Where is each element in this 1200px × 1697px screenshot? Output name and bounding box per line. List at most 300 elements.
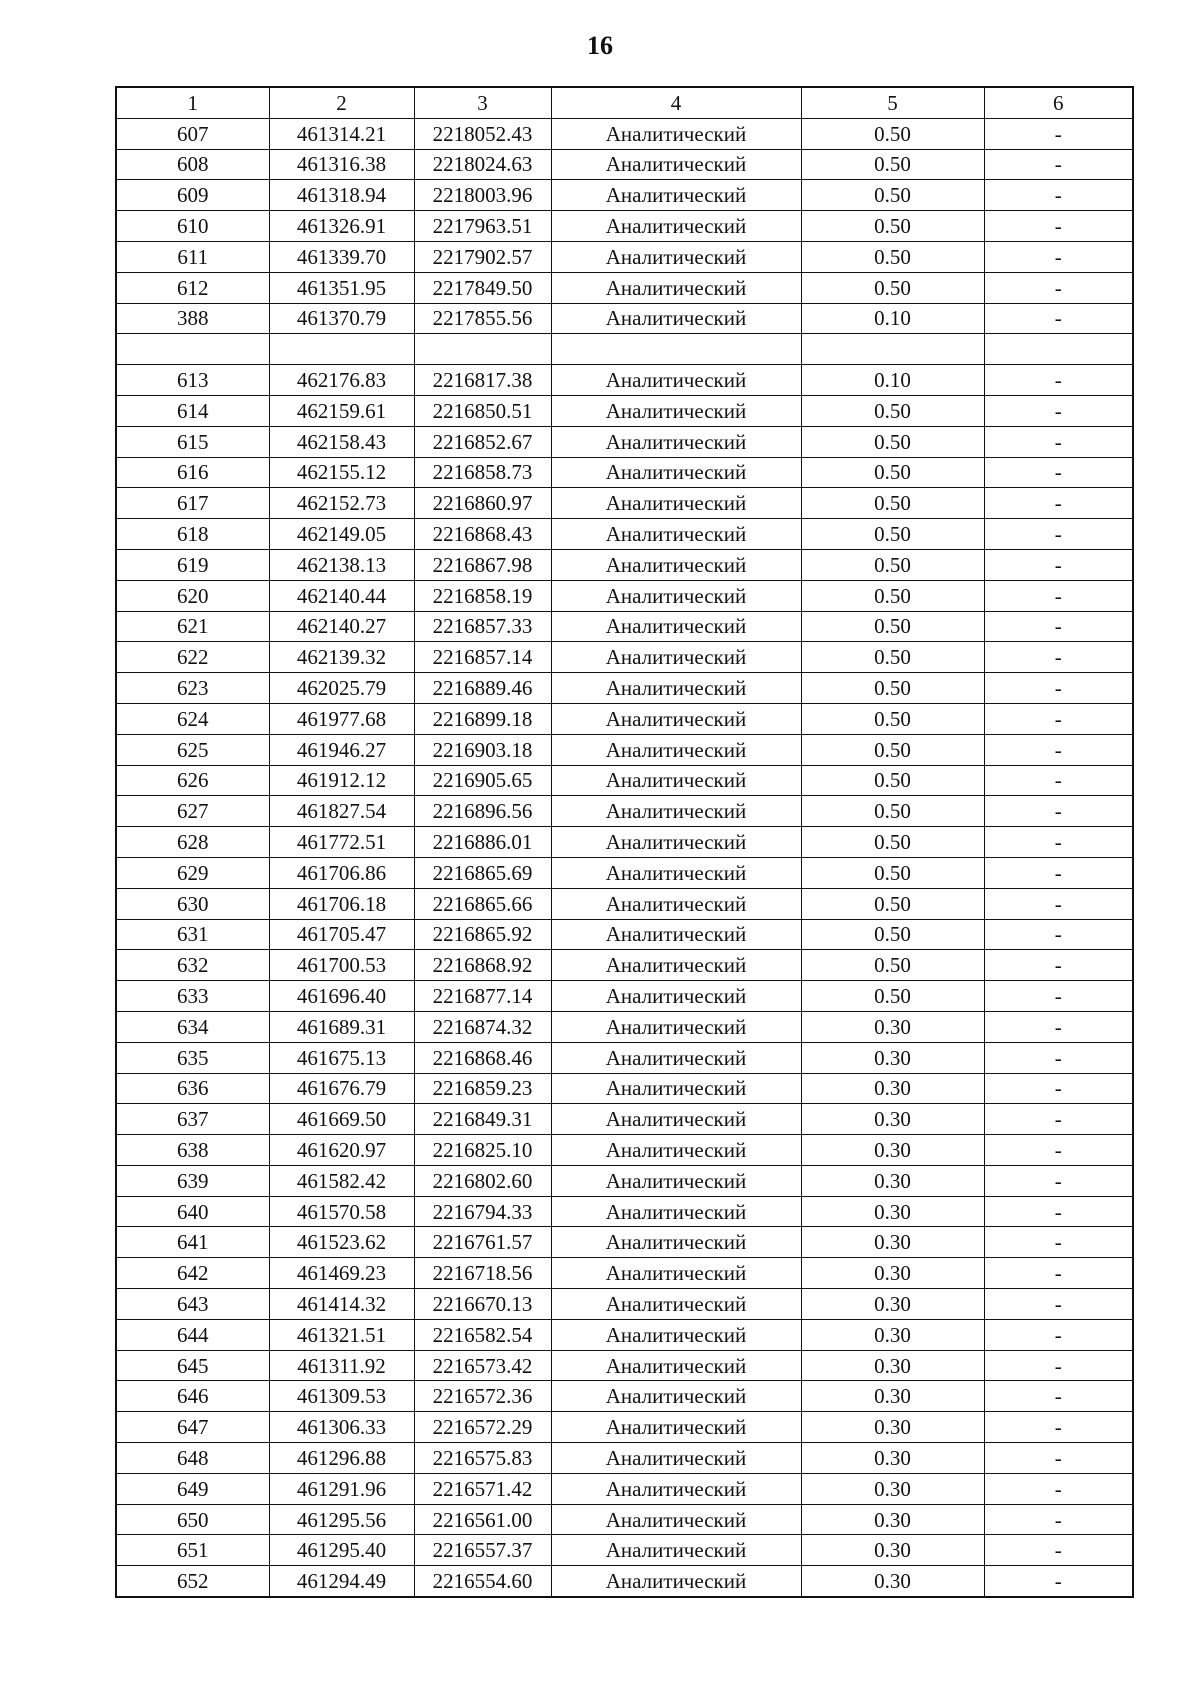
note-cell: - bbox=[984, 118, 1133, 149]
method-cell: Аналитический bbox=[551, 1258, 801, 1289]
note-cell: - bbox=[984, 1381, 1133, 1412]
method-cell: Аналитический bbox=[551, 519, 801, 550]
method-cell: Аналитический bbox=[551, 1196, 801, 1227]
y-coordinate-cell: 2216859.23 bbox=[414, 1073, 551, 1104]
note-cell: - bbox=[984, 241, 1133, 272]
table-row bbox=[116, 1042, 1133, 1073]
y-coordinate-cell: 2216557.37 bbox=[414, 1535, 551, 1566]
note-cell: - bbox=[984, 1566, 1133, 1597]
y-coordinate-cell: 2216582.54 bbox=[414, 1319, 551, 1350]
note-cell: - bbox=[984, 272, 1133, 303]
accuracy-cell bbox=[801, 334, 984, 365]
table-row bbox=[116, 1104, 1133, 1135]
column-header: 6 bbox=[984, 87, 1133, 118]
y-coordinate-cell: 2216865.92 bbox=[414, 919, 551, 950]
column-header: 2 bbox=[269, 87, 414, 118]
table-row bbox=[116, 118, 1133, 149]
note-cell: - bbox=[984, 1258, 1133, 1289]
point-number-cell: 648 bbox=[116, 1443, 269, 1474]
table-row bbox=[116, 1319, 1133, 1350]
table-row bbox=[116, 1566, 1133, 1597]
method-cell: Аналитический bbox=[551, 1165, 801, 1196]
note-cell: - bbox=[984, 919, 1133, 950]
accuracy-cell: 0.50 bbox=[801, 211, 984, 242]
table-row bbox=[116, 334, 1133, 365]
method-cell: Аналитический bbox=[551, 673, 801, 704]
note-cell: - bbox=[984, 734, 1133, 765]
accuracy-cell: 0.30 bbox=[801, 1042, 984, 1073]
table-row bbox=[116, 580, 1133, 611]
method-cell: Аналитический bbox=[551, 1443, 801, 1474]
table-row bbox=[116, 1381, 1133, 1412]
y-coordinate-cell: 2216905.65 bbox=[414, 765, 551, 796]
method-cell: Аналитический bbox=[551, 1350, 801, 1381]
method-cell bbox=[551, 334, 801, 365]
page-number: 16 bbox=[587, 31, 613, 60]
point-number-cell: 632 bbox=[116, 950, 269, 981]
accuracy-cell: 0.30 bbox=[801, 1473, 984, 1504]
x-coordinate-cell: 461675.13 bbox=[269, 1042, 414, 1073]
method-cell: Аналитический bbox=[551, 611, 801, 642]
x-coordinate-cell: 461676.79 bbox=[269, 1073, 414, 1104]
point-number-cell: 620 bbox=[116, 580, 269, 611]
x-coordinate-cell: 461314.21 bbox=[269, 118, 414, 149]
method-cell: Аналитический bbox=[551, 1319, 801, 1350]
point-number-cell: 641 bbox=[116, 1227, 269, 1258]
table-row bbox=[116, 303, 1133, 334]
y-coordinate-cell: 2216850.51 bbox=[414, 395, 551, 426]
x-coordinate-cell bbox=[269, 334, 414, 365]
method-cell: Аналитический bbox=[551, 857, 801, 888]
point-number-cell: 613 bbox=[116, 365, 269, 396]
x-coordinate-cell: 462152.73 bbox=[269, 488, 414, 519]
point-number-cell: 642 bbox=[116, 1258, 269, 1289]
accuracy-cell: 0.30 bbox=[801, 1443, 984, 1474]
note-cell: - bbox=[984, 1104, 1133, 1135]
table-row bbox=[116, 241, 1133, 272]
table-row bbox=[116, 796, 1133, 827]
column-header: 3 bbox=[414, 87, 551, 118]
note-cell: - bbox=[984, 457, 1133, 488]
x-coordinate-cell: 461689.31 bbox=[269, 1011, 414, 1042]
note-cell: - bbox=[984, 981, 1133, 1012]
y-coordinate-cell: 2216865.66 bbox=[414, 888, 551, 919]
y-coordinate-cell: 2216817.38 bbox=[414, 365, 551, 396]
accuracy-cell: 0.50 bbox=[801, 611, 984, 642]
point-number-cell: 631 bbox=[116, 919, 269, 950]
point-number-cell: 388 bbox=[116, 303, 269, 334]
accuracy-cell: 0.50 bbox=[801, 857, 984, 888]
point-number-cell: 607 bbox=[116, 118, 269, 149]
table-row bbox=[116, 488, 1133, 519]
point-number-cell: 622 bbox=[116, 642, 269, 673]
table-row bbox=[116, 549, 1133, 580]
table-body bbox=[116, 87, 1133, 1597]
accuracy-cell: 0.30 bbox=[801, 1381, 984, 1412]
x-coordinate-cell: 461696.40 bbox=[269, 981, 414, 1012]
point-number-cell: 608 bbox=[116, 149, 269, 180]
point-number-cell: 633 bbox=[116, 981, 269, 1012]
y-coordinate-cell: 2216561.00 bbox=[414, 1504, 551, 1535]
table-row bbox=[116, 1443, 1133, 1474]
y-coordinate-cell: 2216896.56 bbox=[414, 796, 551, 827]
x-coordinate-cell: 462155.12 bbox=[269, 457, 414, 488]
accuracy-cell: 0.30 bbox=[801, 1258, 984, 1289]
point-number-cell: 652 bbox=[116, 1566, 269, 1597]
y-coordinate-cell: 2216858.73 bbox=[414, 457, 551, 488]
method-cell: Аналитический bbox=[551, 919, 801, 950]
table-row bbox=[116, 1258, 1133, 1289]
note-cell: - bbox=[984, 149, 1133, 180]
table-row bbox=[116, 211, 1133, 242]
table-row bbox=[116, 1535, 1133, 1566]
method-cell: Аналитический bbox=[551, 642, 801, 673]
point-number-cell: 638 bbox=[116, 1135, 269, 1166]
method-cell: Аналитический bbox=[551, 457, 801, 488]
point-number-cell: 619 bbox=[116, 549, 269, 580]
note-cell: - bbox=[984, 1289, 1133, 1320]
point-number-cell: 612 bbox=[116, 272, 269, 303]
table-row bbox=[116, 673, 1133, 704]
x-coordinate-cell: 461946.27 bbox=[269, 734, 414, 765]
method-cell: Аналитический bbox=[551, 765, 801, 796]
accuracy-cell: 0.50 bbox=[801, 241, 984, 272]
note-cell: - bbox=[984, 519, 1133, 550]
note-cell: - bbox=[984, 1042, 1133, 1073]
note-cell: - bbox=[984, 488, 1133, 519]
table-row bbox=[116, 1227, 1133, 1258]
x-coordinate-cell: 461295.56 bbox=[269, 1504, 414, 1535]
y-coordinate-cell: 2217855.56 bbox=[414, 303, 551, 334]
table-row bbox=[116, 457, 1133, 488]
point-number-cell: 637 bbox=[116, 1104, 269, 1135]
note-cell: - bbox=[984, 549, 1133, 580]
column-header: 5 bbox=[801, 87, 984, 118]
accuracy-cell: 0.50 bbox=[801, 580, 984, 611]
y-coordinate-cell: 2216794.33 bbox=[414, 1196, 551, 1227]
table-row bbox=[116, 1135, 1133, 1166]
note-cell: - bbox=[984, 673, 1133, 704]
table-row bbox=[116, 1473, 1133, 1504]
table-row bbox=[116, 919, 1133, 950]
y-coordinate-cell: 2216572.29 bbox=[414, 1412, 551, 1443]
y-coordinate-cell: 2217902.57 bbox=[414, 241, 551, 272]
note-cell: - bbox=[984, 1412, 1133, 1443]
x-coordinate-cell: 461306.33 bbox=[269, 1412, 414, 1443]
note-cell: - bbox=[984, 765, 1133, 796]
note-cell: - bbox=[984, 303, 1133, 334]
x-coordinate-cell: 461294.49 bbox=[269, 1566, 414, 1597]
note-cell: - bbox=[984, 1073, 1133, 1104]
x-coordinate-cell: 461912.12 bbox=[269, 765, 414, 796]
table-row bbox=[116, 950, 1133, 981]
x-coordinate-cell: 461339.70 bbox=[269, 241, 414, 272]
table-row bbox=[116, 426, 1133, 457]
x-coordinate-cell: 461705.47 bbox=[269, 919, 414, 950]
accuracy-cell: 0.50 bbox=[801, 426, 984, 457]
y-coordinate-cell: 2216573.42 bbox=[414, 1350, 551, 1381]
accuracy-cell: 0.50 bbox=[801, 488, 984, 519]
method-cell: Аналитический bbox=[551, 395, 801, 426]
accuracy-cell: 0.30 bbox=[801, 1196, 984, 1227]
accuracy-cell: 0.50 bbox=[801, 149, 984, 180]
y-coordinate-cell: 2216858.19 bbox=[414, 580, 551, 611]
note-cell: - bbox=[984, 796, 1133, 827]
y-coordinate-cell: 2216857.14 bbox=[414, 642, 551, 673]
note-cell: - bbox=[984, 1135, 1133, 1166]
point-number-cell: 617 bbox=[116, 488, 269, 519]
note-cell: - bbox=[984, 365, 1133, 396]
x-coordinate-cell: 461351.95 bbox=[269, 272, 414, 303]
table-row bbox=[116, 642, 1133, 673]
x-coordinate-cell: 462025.79 bbox=[269, 673, 414, 704]
table-row bbox=[116, 1196, 1133, 1227]
note-cell: - bbox=[984, 211, 1133, 242]
method-cell: Аналитический bbox=[551, 1473, 801, 1504]
x-coordinate-cell: 461570.58 bbox=[269, 1196, 414, 1227]
y-coordinate-cell: 2216852.67 bbox=[414, 426, 551, 457]
note-cell: - bbox=[984, 703, 1133, 734]
y-coordinate-cell: 2216868.43 bbox=[414, 519, 551, 550]
method-cell: Аналитический bbox=[551, 1135, 801, 1166]
method-cell: Аналитический bbox=[551, 118, 801, 149]
coordinates-table bbox=[115, 86, 1134, 1598]
y-coordinate-cell: 2218024.63 bbox=[414, 149, 551, 180]
accuracy-cell: 0.30 bbox=[801, 1104, 984, 1135]
accuracy-cell: 0.50 bbox=[801, 642, 984, 673]
x-coordinate-cell: 461370.79 bbox=[269, 303, 414, 334]
accuracy-cell: 0.10 bbox=[801, 303, 984, 334]
method-cell: Аналитический bbox=[551, 1227, 801, 1258]
note-cell: - bbox=[984, 1196, 1133, 1227]
accuracy-cell: 0.30 bbox=[801, 1535, 984, 1566]
method-cell: Аналитический bbox=[551, 888, 801, 919]
method-cell: Аналитический bbox=[551, 211, 801, 242]
x-coordinate-cell: 461469.23 bbox=[269, 1258, 414, 1289]
y-coordinate-cell: 2216860.97 bbox=[414, 488, 551, 519]
method-cell: Аналитический bbox=[551, 981, 801, 1012]
table-row bbox=[116, 734, 1133, 765]
note-cell bbox=[984, 334, 1133, 365]
accuracy-cell: 0.30 bbox=[801, 1289, 984, 1320]
note-cell: - bbox=[984, 827, 1133, 858]
y-coordinate-cell: 2216877.14 bbox=[414, 981, 551, 1012]
x-coordinate-cell: 462176.83 bbox=[269, 365, 414, 396]
y-coordinate-cell: 2216670.13 bbox=[414, 1289, 551, 1320]
table-row bbox=[116, 395, 1133, 426]
accuracy-cell: 0.50 bbox=[801, 981, 984, 1012]
accuracy-cell: 0.30 bbox=[801, 1319, 984, 1350]
x-coordinate-cell: 461582.42 bbox=[269, 1165, 414, 1196]
point-number-cell: 645 bbox=[116, 1350, 269, 1381]
point-number-cell: 644 bbox=[116, 1319, 269, 1350]
accuracy-cell: 0.30 bbox=[801, 1227, 984, 1258]
x-coordinate-cell: 461669.50 bbox=[269, 1104, 414, 1135]
table-row bbox=[116, 765, 1133, 796]
method-cell: Аналитический bbox=[551, 272, 801, 303]
method-cell: Аналитический bbox=[551, 1566, 801, 1597]
point-number-cell: 629 bbox=[116, 857, 269, 888]
note-cell: - bbox=[984, 1227, 1133, 1258]
x-coordinate-cell: 461977.68 bbox=[269, 703, 414, 734]
note-cell: - bbox=[984, 580, 1133, 611]
point-number-cell: 634 bbox=[116, 1011, 269, 1042]
y-coordinate-cell: 2216899.18 bbox=[414, 703, 551, 734]
method-cell: Аналитический bbox=[551, 241, 801, 272]
x-coordinate-cell: 461321.51 bbox=[269, 1319, 414, 1350]
point-number-cell: 624 bbox=[116, 703, 269, 734]
accuracy-cell: 0.30 bbox=[801, 1011, 984, 1042]
point-number-cell: 615 bbox=[116, 426, 269, 457]
accuracy-cell: 0.50 bbox=[801, 549, 984, 580]
note-cell: - bbox=[984, 395, 1133, 426]
method-cell: Аналитический bbox=[551, 1535, 801, 1566]
x-coordinate-cell: 461706.18 bbox=[269, 888, 414, 919]
point-number-cell: 635 bbox=[116, 1042, 269, 1073]
x-coordinate-cell: 461700.53 bbox=[269, 950, 414, 981]
y-coordinate-cell: 2216571.42 bbox=[414, 1473, 551, 1504]
method-cell: Аналитический bbox=[551, 1289, 801, 1320]
point-number-cell: 646 bbox=[116, 1381, 269, 1412]
point-number-cell: 640 bbox=[116, 1196, 269, 1227]
accuracy-cell: 0.50 bbox=[801, 734, 984, 765]
accuracy-cell: 0.50 bbox=[801, 888, 984, 919]
method-cell: Аналитический bbox=[551, 734, 801, 765]
accuracy-cell: 0.50 bbox=[801, 703, 984, 734]
accuracy-cell: 0.10 bbox=[801, 365, 984, 396]
note-cell: - bbox=[984, 1319, 1133, 1350]
table-row bbox=[116, 1504, 1133, 1535]
table-row bbox=[116, 703, 1133, 734]
accuracy-cell: 0.50 bbox=[801, 180, 984, 211]
table-row bbox=[116, 272, 1133, 303]
method-cell: Аналитический bbox=[551, 1412, 801, 1443]
x-coordinate-cell: 462140.44 bbox=[269, 580, 414, 611]
table-row bbox=[116, 1011, 1133, 1042]
accuracy-cell: 0.50 bbox=[801, 950, 984, 981]
method-cell: Аналитический bbox=[551, 180, 801, 211]
point-number-cell: 630 bbox=[116, 888, 269, 919]
method-cell: Аналитический bbox=[551, 580, 801, 611]
method-cell: Аналитический bbox=[551, 1073, 801, 1104]
point-number-cell: 650 bbox=[116, 1504, 269, 1535]
note-cell: - bbox=[984, 1504, 1133, 1535]
method-cell: Аналитический bbox=[551, 1504, 801, 1535]
table-row bbox=[116, 611, 1133, 642]
y-coordinate-cell: 2216849.31 bbox=[414, 1104, 551, 1135]
y-coordinate-cell: 2216575.83 bbox=[414, 1443, 551, 1474]
accuracy-cell: 0.50 bbox=[801, 395, 984, 426]
accuracy-cell: 0.50 bbox=[801, 272, 984, 303]
point-number-cell: 621 bbox=[116, 611, 269, 642]
method-cell: Аналитический bbox=[551, 303, 801, 334]
accuracy-cell: 0.50 bbox=[801, 457, 984, 488]
y-coordinate-cell: 2216867.98 bbox=[414, 549, 551, 580]
point-number-cell: 610 bbox=[116, 211, 269, 242]
column-header: 1 bbox=[116, 87, 269, 118]
note-cell: - bbox=[984, 642, 1133, 673]
y-coordinate-cell: 2216865.69 bbox=[414, 857, 551, 888]
point-number-cell: 627 bbox=[116, 796, 269, 827]
y-coordinate-cell: 2216761.57 bbox=[414, 1227, 551, 1258]
x-coordinate-cell: 461326.91 bbox=[269, 211, 414, 242]
note-cell: - bbox=[984, 180, 1133, 211]
table-row bbox=[116, 981, 1133, 1012]
table-row bbox=[116, 149, 1133, 180]
point-number-cell: 611 bbox=[116, 241, 269, 272]
method-cell: Аналитический bbox=[551, 1042, 801, 1073]
table-header-row bbox=[116, 87, 1133, 118]
point-number-cell: 647 bbox=[116, 1412, 269, 1443]
accuracy-cell: 0.30 bbox=[801, 1073, 984, 1104]
note-cell: - bbox=[984, 611, 1133, 642]
y-coordinate-cell: 2216874.32 bbox=[414, 1011, 551, 1042]
point-number-cell: 609 bbox=[116, 180, 269, 211]
accuracy-cell: 0.50 bbox=[801, 919, 984, 950]
note-cell: - bbox=[984, 1473, 1133, 1504]
table-row bbox=[116, 1350, 1133, 1381]
y-coordinate-cell: 2216903.18 bbox=[414, 734, 551, 765]
method-cell: Аналитический bbox=[551, 950, 801, 981]
x-coordinate-cell: 461706.86 bbox=[269, 857, 414, 888]
accuracy-cell: 0.30 bbox=[801, 1504, 984, 1535]
table-row bbox=[116, 519, 1133, 550]
y-coordinate-cell: 2216718.56 bbox=[414, 1258, 551, 1289]
point-number-cell: 623 bbox=[116, 673, 269, 704]
method-cell: Аналитический bbox=[551, 488, 801, 519]
method-cell: Аналитический bbox=[551, 703, 801, 734]
accuracy-cell: 0.50 bbox=[801, 118, 984, 149]
y-coordinate-cell: 2218003.96 bbox=[414, 180, 551, 211]
x-coordinate-cell: 461316.38 bbox=[269, 149, 414, 180]
accuracy-cell: 0.50 bbox=[801, 519, 984, 550]
x-coordinate-cell: 461318.94 bbox=[269, 180, 414, 211]
method-cell: Аналитический bbox=[551, 426, 801, 457]
y-coordinate-cell: 2216889.46 bbox=[414, 673, 551, 704]
point-number-cell: 643 bbox=[116, 1289, 269, 1320]
x-coordinate-cell: 461620.97 bbox=[269, 1135, 414, 1166]
note-cell: - bbox=[984, 1011, 1133, 1042]
point-number-cell: 649 bbox=[116, 1473, 269, 1504]
y-coordinate-cell: 2217963.51 bbox=[414, 211, 551, 242]
method-cell: Аналитический bbox=[551, 365, 801, 396]
point-number-cell: 614 bbox=[116, 395, 269, 426]
x-coordinate-cell: 461309.53 bbox=[269, 1381, 414, 1412]
method-cell: Аналитический bbox=[551, 149, 801, 180]
point-number-cell: 616 bbox=[116, 457, 269, 488]
x-coordinate-cell: 461295.40 bbox=[269, 1535, 414, 1566]
accuracy-cell: 0.50 bbox=[801, 673, 984, 704]
table-row bbox=[116, 1289, 1133, 1320]
table-row bbox=[116, 888, 1133, 919]
table-row bbox=[116, 1073, 1133, 1104]
point-number-cell bbox=[116, 334, 269, 365]
x-coordinate-cell: 461523.62 bbox=[269, 1227, 414, 1258]
y-coordinate-cell: 2216886.01 bbox=[414, 827, 551, 858]
x-coordinate-cell: 462159.61 bbox=[269, 395, 414, 426]
point-number-cell: 618 bbox=[116, 519, 269, 550]
accuracy-cell: 0.50 bbox=[801, 765, 984, 796]
x-coordinate-cell: 461827.54 bbox=[269, 796, 414, 827]
method-cell: Аналитический bbox=[551, 549, 801, 580]
point-number-cell: 625 bbox=[116, 734, 269, 765]
point-number-cell: 651 bbox=[116, 1535, 269, 1566]
x-coordinate-cell: 461772.51 bbox=[269, 827, 414, 858]
y-coordinate-cell: 2216868.92 bbox=[414, 950, 551, 981]
y-coordinate-cell: 2216825.10 bbox=[414, 1135, 551, 1166]
y-coordinate-cell: 2216554.60 bbox=[414, 1566, 551, 1597]
note-cell: - bbox=[984, 1165, 1133, 1196]
